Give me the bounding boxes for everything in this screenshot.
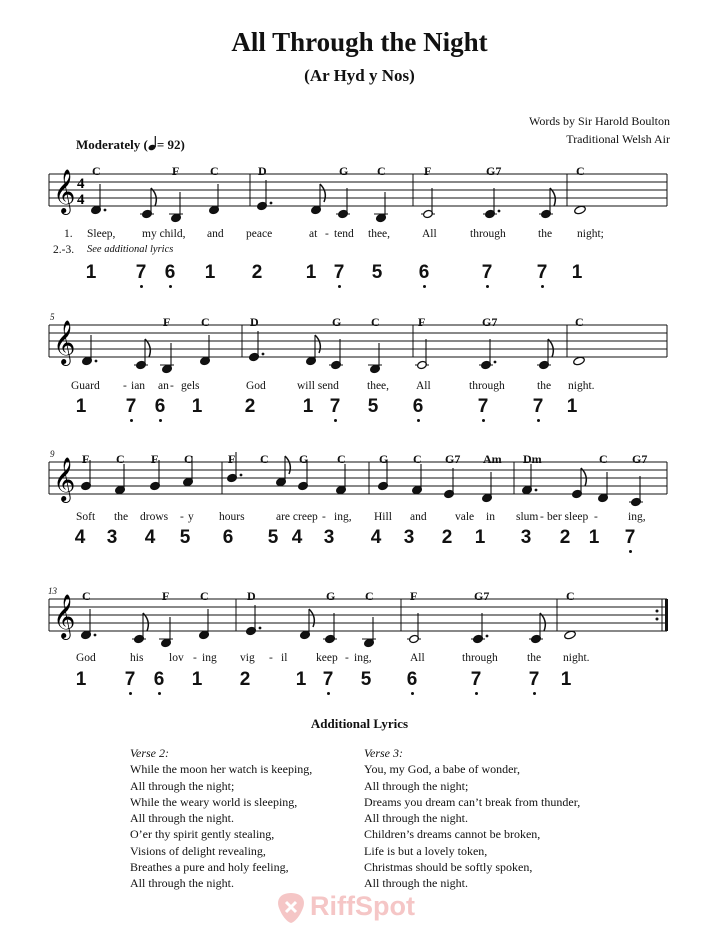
verse-line: All through the night. <box>364 876 468 891</box>
lyric-syllable: drows <box>140 511 169 523</box>
note-number: 6 <box>222 527 234 548</box>
low-octave-dot <box>327 692 330 695</box>
note-number: 7 <box>122 669 138 691</box>
lyric-syllable: night. <box>563 652 590 664</box>
low-octave-dot <box>537 419 540 422</box>
chord-symbol: F <box>424 164 432 178</box>
note-number: 5 <box>367 396 379 417</box>
low-octave-dot <box>338 285 341 288</box>
additional-lyrics-title: Additional Lyrics <box>310 716 409 731</box>
chord-symbol: F <box>82 452 90 466</box>
lyric-syllable: the <box>114 511 129 523</box>
chord-symbol: C <box>200 589 209 603</box>
note-number: 5 <box>371 262 383 283</box>
low-octave-dot <box>482 419 485 422</box>
lyric-syllable: and <box>410 511 427 523</box>
note-flag <box>143 613 148 631</box>
lyric-syllable: ian <box>131 380 146 392</box>
lyric-syllable: - <box>594 511 598 523</box>
lyric-syllable: my child, <box>142 228 186 240</box>
lyric-syllable: thee, <box>368 228 391 240</box>
verse-line: O’er thy spirit gently stealing, <box>130 827 275 842</box>
note-number: 7 <box>475 396 491 418</box>
lyric-syllable: Hill <box>374 511 392 523</box>
lyric-syllable: gels <box>181 380 200 392</box>
low-octave-dot <box>541 285 544 288</box>
dot <box>535 489 538 492</box>
chord-symbol: F <box>162 589 170 603</box>
chord-symbol: G7 <box>474 589 490 603</box>
lyric-syllable: through <box>470 228 506 240</box>
note-head <box>564 630 577 640</box>
note-number: 2 <box>251 262 263 283</box>
note-number: 7 <box>479 262 495 284</box>
note-number: 6 <box>410 396 426 418</box>
lyric-syllable: at <box>309 228 318 240</box>
lyric-syllable: his <box>130 652 144 664</box>
song-title: All Through the Night <box>231 27 488 57</box>
repeat-dot <box>656 610 659 613</box>
verse-line: While the moon her watch is keeping, <box>130 762 313 777</box>
chord-symbol: C <box>575 315 584 329</box>
note-number: 7 <box>468 669 484 691</box>
verse-heading: Verse 2: <box>130 746 169 760</box>
note-number: 7 <box>320 669 336 691</box>
verse-marker: 2.-3. <box>53 244 75 256</box>
note-flag <box>320 184 325 202</box>
note-number: 1 <box>75 669 87 690</box>
verse-line: All through the night. <box>130 811 234 826</box>
lyric-syllable: an <box>158 380 169 392</box>
verse-line: All through the night; <box>130 778 235 793</box>
lyric-syllable: Sleep, <box>87 228 116 240</box>
note-number: 6 <box>151 669 167 691</box>
lyric-syllable: - <box>123 380 127 392</box>
chord-symbol: D <box>258 164 267 178</box>
lyric-syllable: God <box>246 380 266 392</box>
lyric-syllable: tend <box>334 228 354 240</box>
chord-symbol: C <box>210 164 219 178</box>
lyric-syllable: - <box>170 380 174 392</box>
note-flag <box>315 335 320 353</box>
note-flag <box>309 609 314 627</box>
chord-symbol: C <box>599 452 608 466</box>
chord-symbol: F <box>163 315 171 329</box>
chord-symbol: C <box>184 452 193 466</box>
chord-symbol: Dm <box>523 452 542 466</box>
lyric-syllable: ing, <box>354 652 372 664</box>
dot <box>95 360 98 363</box>
note-flag <box>581 468 586 486</box>
verse-3 <box>364 745 580 892</box>
see-additional-lyrics: See additional lyrics <box>87 244 174 255</box>
note-flag <box>151 188 156 206</box>
note-number: 1 <box>305 262 317 283</box>
note-number: 7 <box>133 262 149 284</box>
verse-line: All through the night; <box>364 778 469 793</box>
verse-line: While the weary world is sleeping, <box>130 794 298 809</box>
chord-symbol: G7 <box>445 452 461 466</box>
lyric-syllable: are creep <box>276 511 318 523</box>
chord-symbol: F <box>418 315 426 329</box>
tempo-marking: Moderately ( = 92) <box>76 137 185 152</box>
chord-symbol: G <box>339 164 349 178</box>
note-number: 7 <box>530 396 546 418</box>
song-subtitle: (Ar Hyd y Nos) <box>304 66 415 85</box>
note-flag <box>285 456 290 474</box>
lyric-syllable: peace <box>246 228 273 240</box>
note-number: 1 <box>571 262 583 283</box>
note-number: 7 <box>534 262 550 284</box>
lyric-syllable: Soft <box>76 511 96 523</box>
verse-marker: 1. <box>64 228 73 240</box>
note-number: 7 <box>622 527 638 549</box>
note-number: 4 <box>291 527 303 548</box>
note-number: 6 <box>162 262 178 284</box>
lyric-syllable: Guard <box>71 380 100 392</box>
dot <box>240 474 243 477</box>
lyric-syllable: - <box>540 511 544 523</box>
dot <box>270 202 273 205</box>
lyric-syllable: - <box>322 511 326 523</box>
chord-symbol: G7 <box>486 164 502 178</box>
lyric-syllable: in <box>486 511 495 523</box>
chord-symbol: C <box>566 589 575 603</box>
verse-line: All through the night. <box>130 876 234 891</box>
low-octave-dot <box>129 692 132 695</box>
lyric-syllable: and <box>207 228 224 240</box>
chord-symbol: G <box>326 589 336 603</box>
treble-clef-icon: 𝄞 <box>53 596 76 638</box>
note-head <box>574 205 587 215</box>
chord-symbol: F <box>228 452 236 466</box>
verse-heading: Verse 3: <box>364 746 403 760</box>
note-number: 1 <box>302 396 314 417</box>
dot <box>486 635 489 638</box>
chord-symbol: Am <box>483 452 502 466</box>
lyric-syllable: the <box>537 380 552 392</box>
music-credit: Traditional Welsh Air <box>566 132 670 146</box>
lyric-syllable: y <box>188 511 194 523</box>
chord-symbol: G <box>332 315 342 329</box>
chord-symbol: G <box>299 452 309 466</box>
lyric-syllable: night; <box>577 228 604 240</box>
low-octave-dot <box>169 285 172 288</box>
note-number: 6 <box>404 669 420 691</box>
lyric-syllable: All <box>410 652 425 664</box>
note-number: 6 <box>416 262 432 284</box>
low-octave-dot <box>417 419 420 422</box>
verse-line: You, my God, a babe of wonder, <box>364 762 520 777</box>
note-number: 2 <box>244 396 256 417</box>
lyric-syllable: ber sleep <box>547 511 589 523</box>
treble-clef-icon: 𝄞 <box>53 322 76 364</box>
lyric-syllable: slum <box>516 511 539 523</box>
dot <box>94 634 97 637</box>
note-number: 2 <box>441 527 453 548</box>
lyric-syllable: All <box>422 228 437 240</box>
lyric-syllable: ing, <box>334 511 352 523</box>
note-number: 7 <box>123 396 139 418</box>
lyric-syllable: lov <box>169 652 184 664</box>
note-number: 2 <box>239 669 251 690</box>
chord-symbol: C <box>576 164 585 178</box>
dot <box>498 210 501 213</box>
chord-symbol: C <box>413 452 422 466</box>
chord-symbol: F <box>151 452 159 466</box>
lyric-syllable: - <box>325 228 329 240</box>
lyric-syllable: the <box>538 228 553 240</box>
dot <box>259 627 262 630</box>
note-number: 5 <box>267 527 279 548</box>
treble-clef-icon: 𝄞 <box>53 171 76 213</box>
measure-number: 9 <box>50 449 55 459</box>
lyric-syllable: ing, <box>628 511 646 523</box>
chord-symbol: C <box>377 164 386 178</box>
note-number: 7 <box>331 262 347 284</box>
low-octave-dot <box>159 419 162 422</box>
low-octave-dot <box>629 550 632 553</box>
note-number: 3 <box>520 527 532 548</box>
lyric-syllable: through <box>462 652 498 664</box>
lyric-syllable: will send <box>297 380 339 392</box>
verse-line: Children’s dreams cannot be broken, <box>364 827 541 842</box>
lyric-syllable: vale <box>455 511 475 523</box>
chord-symbol: G <box>379 452 389 466</box>
note-number: 3 <box>403 527 415 548</box>
note-number: 4 <box>370 527 382 548</box>
note-number: 4 <box>144 527 156 548</box>
chord-symbol: C <box>82 589 91 603</box>
note-number: 1 <box>191 669 203 690</box>
low-octave-dot <box>158 692 161 695</box>
note-number: 1 <box>566 396 578 417</box>
note-flag <box>550 188 555 206</box>
note-number: 7 <box>327 396 343 418</box>
lyric-syllable: the <box>527 652 542 664</box>
note-flag <box>145 339 150 357</box>
chord-symbol: C <box>260 452 269 466</box>
lyric-syllable: hours <box>219 511 245 523</box>
note-number: 7 <box>526 669 542 691</box>
final-barline <box>665 599 668 631</box>
chord-symbol: C <box>116 452 125 466</box>
verse-line: Breathes a pure and holy feeling, <box>130 860 289 875</box>
low-octave-dot <box>140 285 143 288</box>
logo-text: RiffSpot <box>310 891 415 921</box>
chord-symbol: F <box>172 164 180 178</box>
chord-symbol: C <box>365 589 374 603</box>
note-number: 6 <box>152 396 168 418</box>
time-signature-bottom: 4 <box>77 192 85 208</box>
lyric-syllable: God <box>76 652 96 664</box>
lyric-syllable: thee, <box>367 380 390 392</box>
measure-number: 5 <box>50 312 55 322</box>
lyric-syllable: ing <box>202 652 217 664</box>
verse-line: Dreams you dream can’t break from thunder, <box>364 794 581 809</box>
note-number: 1 <box>474 527 486 548</box>
lyric-syllable: All <box>416 380 431 392</box>
chord-symbol: C <box>201 315 210 329</box>
low-octave-dot <box>486 285 489 288</box>
measure-number: 13 <box>48 586 57 596</box>
lyric-syllable: - <box>193 652 197 664</box>
note-number: 1 <box>588 527 600 548</box>
verse-line: Life is but a lovely token, <box>364 843 488 858</box>
chord-symbol: F <box>410 589 418 603</box>
chord-symbol: G7 <box>632 452 648 466</box>
low-octave-dot <box>423 285 426 288</box>
note-flag <box>540 613 545 631</box>
words-credit: Words by Sir Harold Boulton <box>528 114 670 128</box>
chord-symbol: C <box>371 315 380 329</box>
note-head <box>573 356 586 366</box>
note-flag <box>548 339 553 357</box>
note-number: 1 <box>204 262 216 283</box>
note-number: 1 <box>75 396 87 417</box>
lyric-syllable: - <box>180 511 184 523</box>
chord-symbol: D <box>250 315 259 329</box>
note-number: 1 <box>85 262 97 283</box>
low-octave-dot <box>533 692 536 695</box>
chord-symbol: C <box>337 452 346 466</box>
lyric-syllable: - <box>269 652 273 664</box>
lyric-syllable: keep <box>316 652 338 664</box>
treble-clef-icon: 𝄞 <box>53 459 76 501</box>
tempo-label: Moderately <box>76 137 141 152</box>
dot <box>262 353 265 356</box>
note-number: 4 <box>74 527 86 548</box>
dot <box>104 209 107 212</box>
chord-symbol: C <box>92 164 101 178</box>
verse-line: Visions of delight revealing, <box>130 843 266 858</box>
time-signature-top: 4 <box>77 176 85 192</box>
low-octave-dot <box>334 419 337 422</box>
chord-symbol: G7 <box>482 315 498 329</box>
tempo-value: = 92 <box>156 137 181 152</box>
note-number: 3 <box>106 527 118 548</box>
note-number: 1 <box>295 669 307 690</box>
note-number: 1 <box>560 669 572 690</box>
dot <box>494 361 497 364</box>
note-number: 3 <box>323 527 335 548</box>
low-octave-dot <box>475 692 478 695</box>
lyric-syllable: through <box>469 380 505 392</box>
note-number: 5 <box>360 669 372 690</box>
verse-line: Christmas should be softly spoken, <box>364 860 533 875</box>
lyric-syllable: vig <box>240 652 255 664</box>
lyric-syllable: il <box>281 652 288 664</box>
lyric-syllable: - <box>345 652 349 664</box>
low-octave-dot <box>130 419 133 422</box>
guitar-pick-icon <box>276 892 306 924</box>
note-number: 1 <box>191 396 203 417</box>
note-number: 5 <box>179 527 191 548</box>
lyric-syllable: night. <box>568 380 595 392</box>
repeat-dot <box>656 618 659 621</box>
riffspot-logo[interactable] <box>276 890 466 926</box>
verse-line: All through the night. <box>364 811 468 826</box>
note-number: 2 <box>559 527 571 548</box>
low-octave-dot <box>411 692 414 695</box>
verse-2 <box>130 745 312 892</box>
chord-symbol: D <box>247 589 256 603</box>
